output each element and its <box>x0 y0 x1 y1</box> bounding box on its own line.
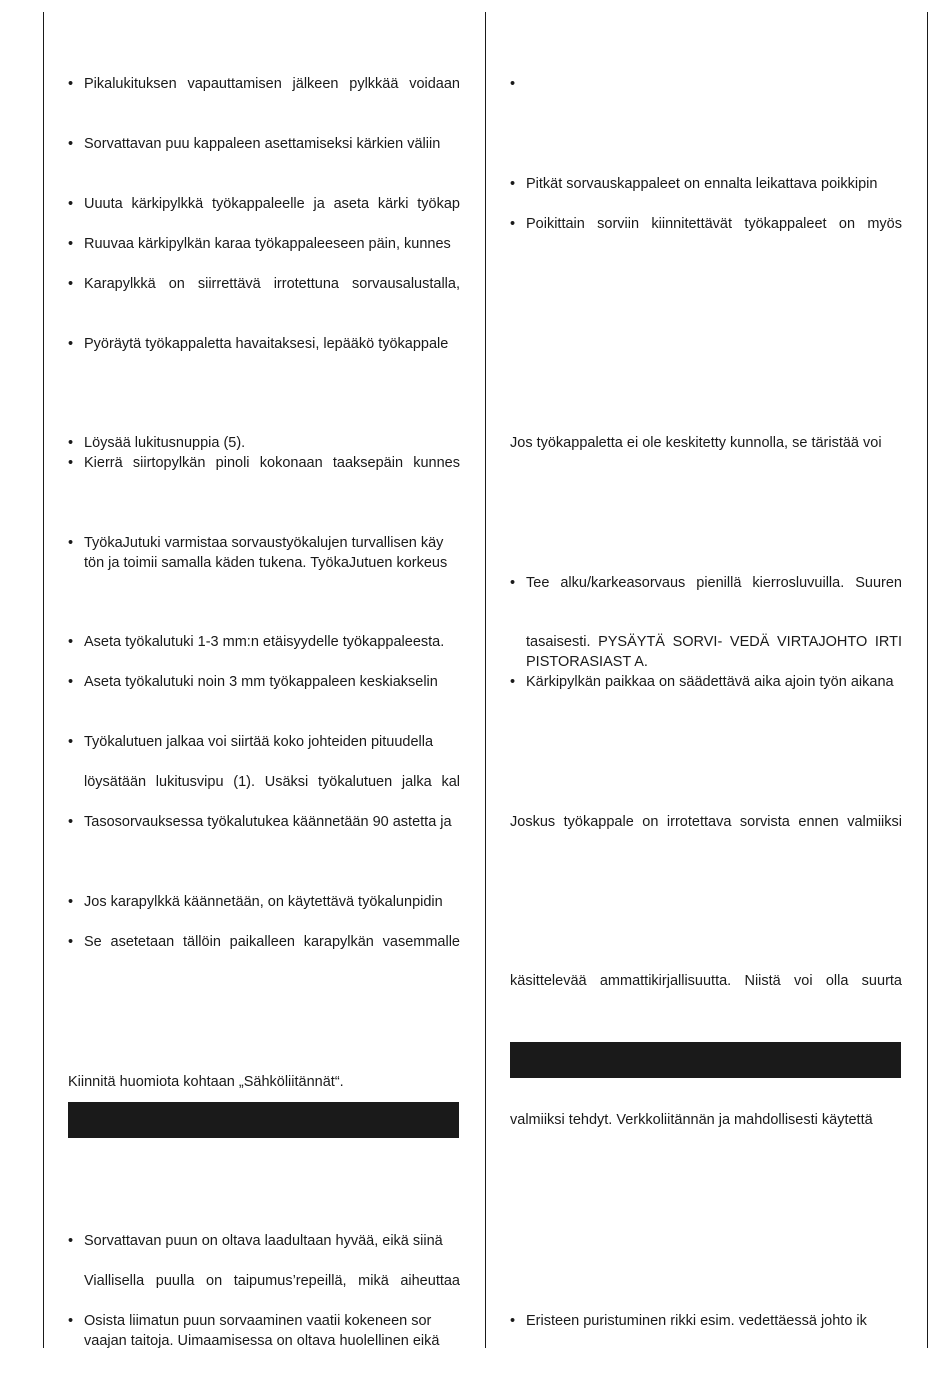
bullet-icon: • <box>68 1313 74 1329</box>
bullet-item <box>68 334 460 354</box>
bullet-item <box>68 74 460 94</box>
bullet-item <box>68 1231 460 1251</box>
line-text: Joskus työkappale on irrotettava sorvista ennen valmiiksi <box>510 814 902 830</box>
bullet-item <box>68 433 460 453</box>
bullet-icon: • <box>68 196 74 212</box>
bullet-item <box>68 672 460 692</box>
line-text: Osista liimatun puun sorvaaminen vaatii kokeneen sor <box>84 1313 432 1329</box>
line-text: Tee alku/karkeasorvaus pienillä kierrosluvuilla. Suuren <box>526 575 902 591</box>
text-line <box>68 1271 460 1291</box>
line-text: Sorvattavan puun on oltava laadultaan hyvää, eikä siinä <box>84 1233 443 1249</box>
left-text-column <box>68 0 460 1398</box>
text-line <box>510 812 902 832</box>
bullet-item <box>68 732 460 752</box>
bullet-icon: • <box>68 276 74 292</box>
line-text: Karapylkkä on siirrettävä irrotettuna sorvausalustalla, <box>84 276 460 292</box>
bullet-icon: • <box>510 575 516 591</box>
line-text: TyökaJutuki varmistaa sorvaustyökalujen turvallisen käy <box>84 535 444 551</box>
line-text: Löysää lukitusnuppia (5). <box>84 435 246 451</box>
bullet-icon: • <box>68 894 74 910</box>
line-text: Jos työkappaletta ei ole keskitetty kunnolla, se täristää voi <box>510 435 882 451</box>
line-text: löysätään lukitusvipu (1). Usäksi työkalutuen jalka kal <box>84 774 460 790</box>
text-line <box>68 553 460 573</box>
text-line <box>68 772 460 792</box>
line-text: Työkalutuen jalkaa voi siirtää koko johteiden pituudella <box>84 734 434 750</box>
line-text: vaajan taitoja. Uimaamisessa on oltava huolellinen eikä <box>84 1333 440 1349</box>
line-text: tasaisesti. PYSÄYTÄ SORVI- VEDÄ VIRTAJOHTO IRTI <box>526 634 902 650</box>
bullet-icon: • <box>510 76 516 92</box>
text-line <box>68 1331 460 1351</box>
text-line <box>510 652 902 672</box>
line-text: Eristeen puristuminen rikki esim. vedettäessä johto ik <box>526 1313 867 1329</box>
line-text: Uuuta kärkipylkkä työkappaleelle ja aseta kärki työkap <box>84 196 460 212</box>
bullet-icon: • <box>510 1313 516 1329</box>
line-text: Pitkät sorvauskappaleet on ennalta leikattava poikkipin <box>526 176 878 192</box>
line-text: valmiiksi tehdyt. Verkkoliitännän ja mahdollisesti käytettä <box>510 1112 873 1128</box>
bullet-item <box>68 632 460 652</box>
bullet-item <box>68 1311 460 1331</box>
bullet-icon: • <box>68 634 74 650</box>
line-text: Poikittain sorviin kiinnitettävät työkappaleet on myös <box>526 216 902 232</box>
bullet-icon: • <box>510 176 516 192</box>
line-text: Kierrä siirtopylkän pinoli kokonaan taaksepäin kunnes <box>84 455 460 471</box>
text-line <box>510 1110 902 1130</box>
line-text: Ruuvaa kärkipylkän karaa työkappaleeseen päin, kunnes <box>84 236 451 252</box>
bullet-icon: • <box>68 934 74 950</box>
bullet-item <box>68 892 460 912</box>
left-margin-rule <box>43 12 44 1348</box>
center-column-rule <box>485 12 486 1348</box>
bullet-item <box>510 672 902 692</box>
bullet-item <box>68 134 460 154</box>
line-text: Viallisella puulla on taipumus’repeillä, mikä aiheuttaa <box>84 1273 460 1289</box>
bullet-icon: • <box>68 455 74 471</box>
section-heading-bar <box>68 1102 459 1138</box>
bullet-item <box>68 453 460 473</box>
bullet-icon: • <box>68 76 74 92</box>
line-text: käsittelevää ammattikirjallisuutta. Niistä voi olla suurta <box>510 973 902 989</box>
bullet-item <box>510 1311 902 1331</box>
bullet-item <box>510 174 902 194</box>
bullet-item <box>68 194 460 214</box>
right-text-column <box>510 0 902 1398</box>
text-line <box>68 1072 460 1092</box>
bullet-item <box>510 74 902 94</box>
text-line <box>510 632 902 652</box>
bullet-item <box>68 533 460 553</box>
text-line <box>510 971 902 991</box>
line-text: Se asetetaan tällöin paikalleen karapylkän vasemmalle <box>84 934 460 950</box>
section-heading-bar <box>510 1042 901 1078</box>
line-text: Kärkipylkän paikkaa on säädettävä aika ajoin työn aikana <box>526 674 894 690</box>
line-text: Kiinnitä huomiota kohtaan „Sähköliitännät“. <box>68 1074 344 1090</box>
bullet-icon: • <box>510 216 516 232</box>
bullet-icon: • <box>68 814 74 830</box>
bullet-icon: • <box>68 236 74 252</box>
right-margin-rule <box>927 12 928 1348</box>
line-text: Aseta työkalutuki 1-3 mm:n etäisyydelle työkappaleesta. <box>84 634 445 650</box>
line-text: Tasosorvauksessa työkalutukea käännetään 90 astetta ja <box>84 814 452 830</box>
bullet-icon: • <box>510 674 516 690</box>
bullet-icon: • <box>68 535 74 551</box>
line-text: PISTORASIAST A. <box>526 654 648 670</box>
line-text: Jos karapylkkä käännetään, on käytettävä työkalunpidin <box>84 894 443 910</box>
text-line <box>510 433 902 453</box>
line-text: Sorvattavan puu kappaleen asettamiseksi kärkien väliin <box>84 136 441 152</box>
bullet-item <box>68 274 460 294</box>
bullet-icon: • <box>68 435 74 451</box>
bullet-item <box>68 234 460 254</box>
line-text: Pyöräytä työkappaletta havaitaksesi, lepääkö työkappale <box>84 336 449 352</box>
line-text: tön ja toimii samalla käden tukena. TyökaJutuen korkeus <box>84 555 448 571</box>
bullet-item <box>510 573 902 593</box>
bullet-item <box>510 214 902 234</box>
bullet-icon: • <box>68 1233 74 1249</box>
line-text: Pikalukituksen vapauttamisen jälkeen pylkkää voidaan <box>84 76 460 92</box>
line-text: Aseta työkalutuki noin 3 mm työkappaleen keskiakselin <box>84 674 438 690</box>
bullet-icon: • <box>68 136 74 152</box>
bullet-item <box>68 812 460 832</box>
bullet-icon: • <box>68 734 74 750</box>
bullet-item <box>68 932 460 952</box>
bullet-icon: • <box>68 674 74 690</box>
bullet-icon: • <box>68 336 74 352</box>
